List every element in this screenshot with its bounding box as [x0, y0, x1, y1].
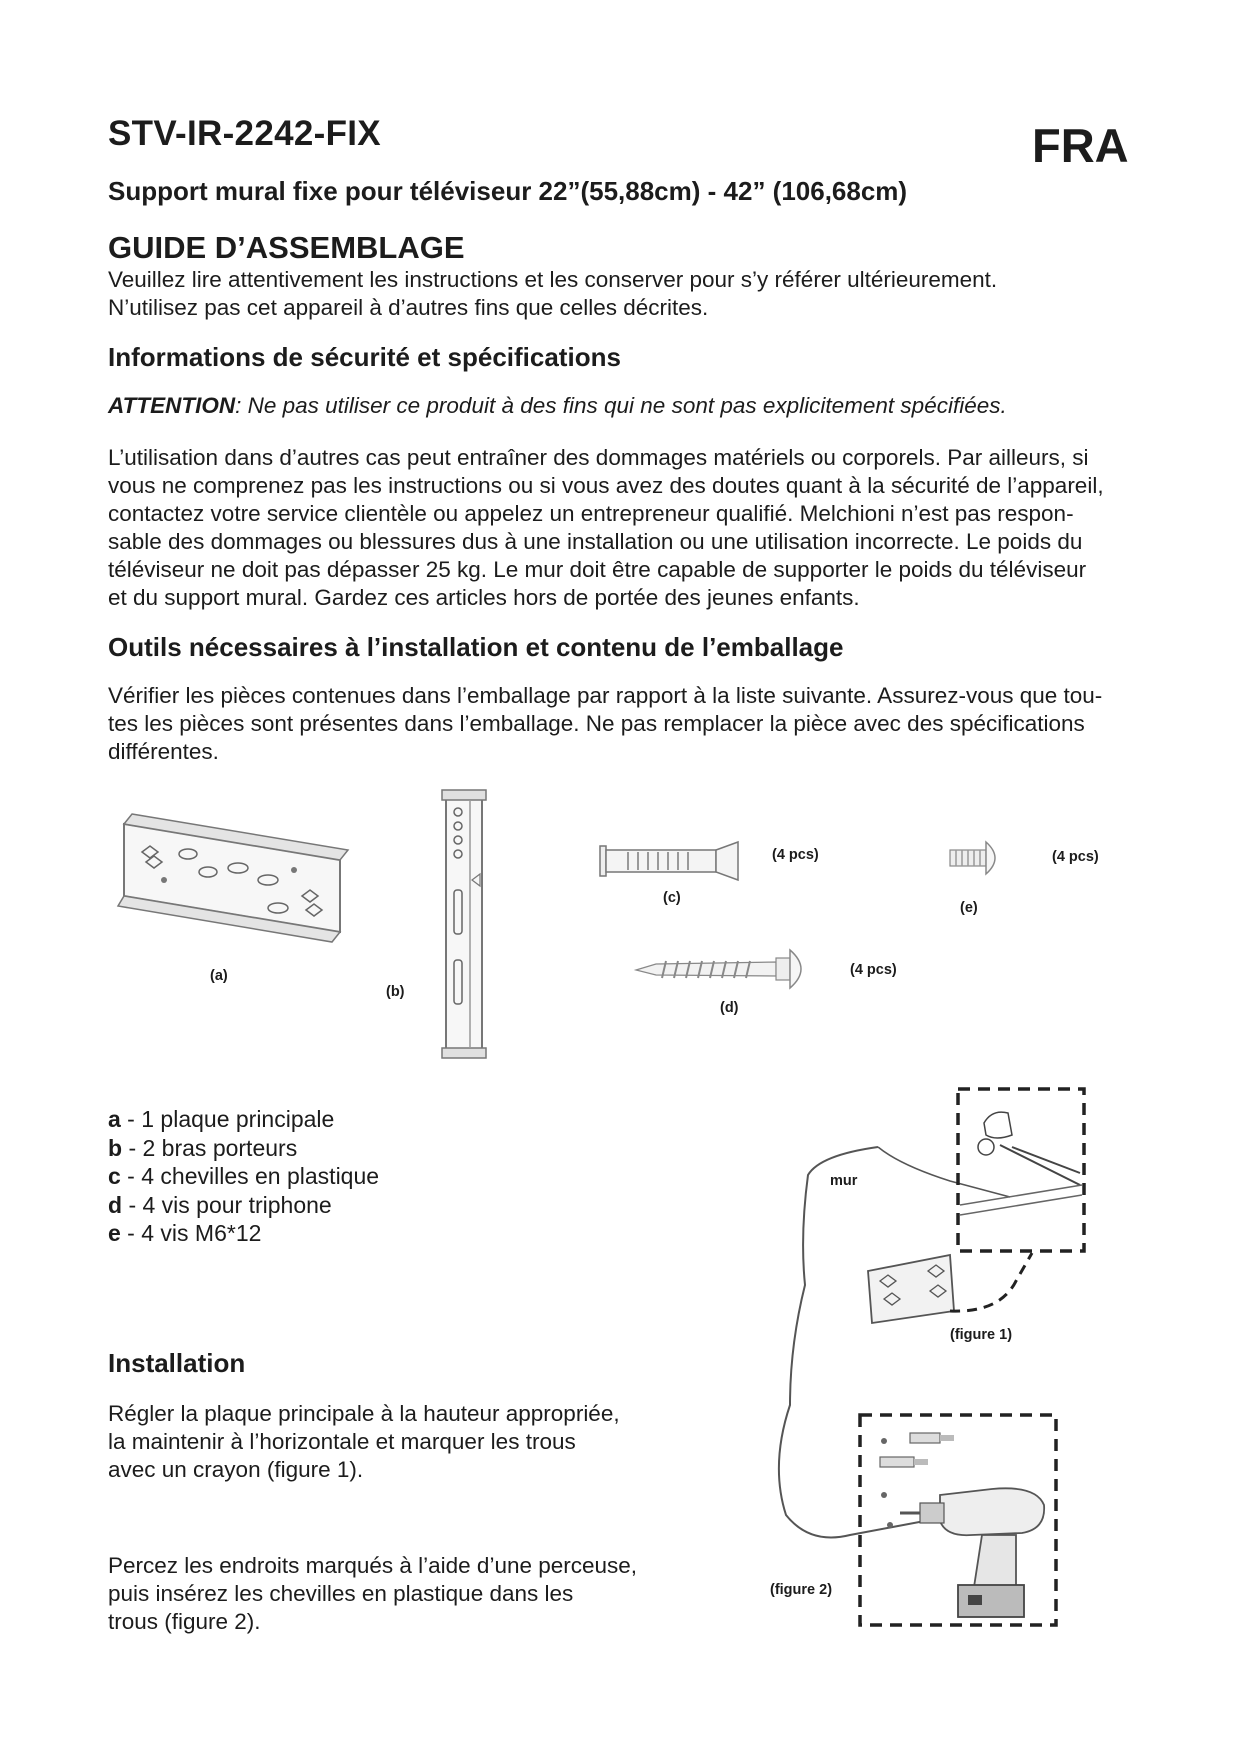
safety-line: vous ne comprenez pas les instructions ou si vous avez des doutes quant à la sécurité de l’appareil,: [108, 473, 1104, 498]
part-d-qty: (4 pcs): [850, 962, 897, 978]
safety-line: téléviseur ne doit pas dépasser 25 kg. Le mur doit être capable de supporter le poids du téléviseur: [108, 557, 1087, 582]
step-line: trous (figure 2).: [108, 1609, 261, 1634]
product-subtitle: Support mural fixe pour téléviseur 22”(55,88cm) - 42” (106,68cm): [108, 176, 908, 206]
tools-paragraph: [108, 682, 1102, 766]
safety-line: et du support mural. Gardez ces articles hors de portée des jeunes enfants.: [108, 585, 860, 610]
step-line: Régler la plaque principale à la hauteur appropriée,: [108, 1401, 620, 1426]
m6-screw-illustration: [948, 840, 1008, 876]
attention-label: ATTENTION: [108, 393, 236, 418]
step-line: avec un crayon (figure 1).: [108, 1457, 364, 1482]
intro-text: [108, 266, 997, 322]
figure-2-label: (figure 2): [770, 1582, 833, 1598]
wall-label: mur: [830, 1173, 858, 1189]
part-d-label: (d): [720, 1000, 739, 1016]
safety-heading: Informations de sécurité et spécifications: [108, 342, 621, 372]
intro-line: Veuillez lire attentivement les instructions et les conserver pour s’y référer ultérieurement.: [108, 267, 998, 292]
attention-notice: [108, 392, 1007, 420]
part-e-label: (e): [960, 900, 978, 916]
part-e-qty: (4 pcs): [1052, 849, 1099, 865]
figure-1-label: (figure 1): [950, 1327, 1013, 1343]
parts-list: [108, 1105, 379, 1248]
installation-step-1: [108, 1400, 620, 1484]
step-line: Percez les endroits marqués à l’aide d’une perceuse,: [108, 1553, 638, 1578]
guide-title: GUIDE D’ASSEMBLAGE: [108, 230, 465, 265]
safety-line: sable des dommages ou blessures dus à une installation ou une utilisation incorrecte. Le poids du: [108, 529, 1083, 554]
language-code: FRA: [1032, 119, 1129, 172]
list-item: d - 4 vis pour triphone: [108, 1191, 332, 1218]
safety-paragraph: [108, 444, 1104, 612]
attention-text: : Ne pas utiliser ce produit à des fins qui ne sont pas explicitement spécifiées.: [235, 393, 1007, 418]
part-c-label: (c): [663, 890, 681, 906]
support-arm-illustration: [440, 790, 490, 1062]
step-line: la maintenir à l’horizontale et marquer les trous: [108, 1429, 576, 1454]
tools-line: Vérifier les pièces contenues dans l’emballage par rapport à la liste suivante. Assurez-vous que tou-: [108, 683, 1103, 708]
part-c-qty: (4 pcs): [772, 847, 819, 863]
part-a-label: (a): [210, 968, 228, 984]
safety-line: L’utilisation dans d’autres cas peut entraîner des dommages matériels ou corporels. Par ailleurs, si: [108, 445, 1089, 470]
list-item: b - 2 bras porteurs: [108, 1134, 298, 1161]
installation-step-2: [108, 1552, 637, 1636]
step-line: puis insérez les chevilles en plastique dans les: [108, 1581, 574, 1606]
tools-line: tes les pièces sont présentes dans l’emballage. Ne pas remplacer la pièce avec des spécifications: [108, 711, 1085, 736]
list-item: c - 4 chevilles en plastique: [108, 1163, 380, 1189]
part-b-label: (b): [386, 984, 405, 1000]
intro-line: N’utilisez pas cet appareil à d’autres fins que celles décrites.: [108, 295, 709, 320]
wall-plate-illustration: [118, 810, 348, 950]
tools-heading: Outils nécessaires à l’installation et contenu de l’emballage: [108, 632, 844, 662]
plastic-anchor-illustration: [598, 838, 748, 882]
safety-line: contactez votre service clientèle ou appelez un entrepreneur qualifié. Melchioni n’est pas respon-: [108, 501, 1074, 526]
tools-line: différentes.: [108, 739, 219, 764]
installation-heading: Installation: [108, 1348, 246, 1378]
wood-screw-illustration: [636, 948, 816, 990]
model-number: STV-IR-2242-FIX: [108, 114, 381, 153]
list-item: e - 4 vis M6*12: [108, 1220, 262, 1246]
installation-figure: [760, 1085, 1100, 1645]
list-item: a - 1 plaque principale: [108, 1106, 335, 1132]
